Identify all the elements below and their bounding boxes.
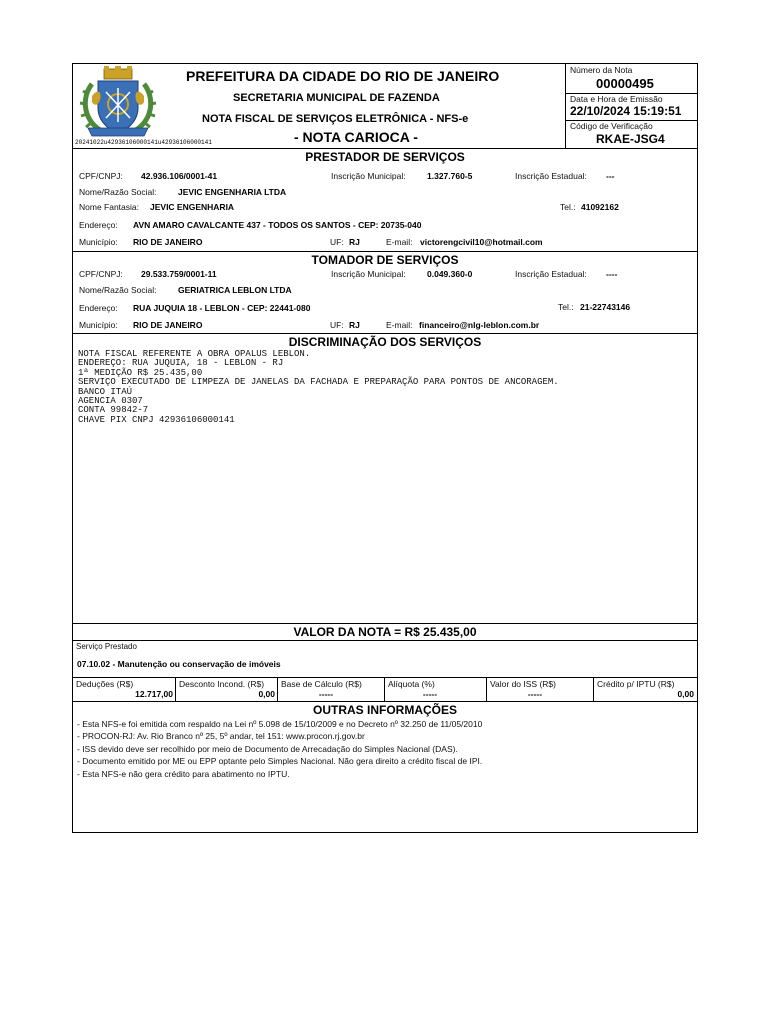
client-email: financeiro@nlg-leblon.com.br (419, 320, 540, 330)
provider-cnpj: 42.936.106/0001-41 (141, 171, 218, 181)
service-provided: 07.10.02 - Manutenção ou conservação de imóveis (77, 659, 281, 669)
description-line: AGENCIA 0307 (78, 396, 143, 407)
barcode-text: 20241022u42936106000141u42936106000141 (75, 139, 212, 146)
iss-value-label: Valor do ISS (R$) (490, 679, 556, 689)
deductions-label: Deduções (R$) (76, 679, 134, 689)
client-section-title: TOMADOR DE SERVIÇOS (311, 253, 459, 267)
client-name: GERIATRICA LEBLON LTDA (178, 285, 292, 295)
client-municipal-reg-label: Inscrição Municipal: (331, 269, 406, 279)
header-box-divider (565, 63, 566, 148)
provider-city-label: Município: (79, 237, 118, 247)
provider-section-title: PRESTADOR DE SERVIÇOS (305, 150, 465, 164)
description-line: 1ª MEDIÇÃO R$ 25.435,00 (78, 367, 203, 378)
verification-code: RKAE-JSG4 (596, 132, 665, 146)
note-number-label: Número da Nota (570, 65, 633, 75)
section-rule (72, 701, 698, 702)
iptu-credit-label: Crédito p/ IPTU (R$) (597, 679, 675, 689)
client-state-reg: ---- (606, 269, 618, 279)
iss-value: ----- (527, 689, 543, 699)
client-cnpj: 29.533.759/0001-11 (141, 269, 217, 279)
provider-phone-label: Tel.: (560, 202, 576, 212)
client-state-label: UF: (330, 320, 344, 330)
issue-date: 22/10/2024 15:19:51 (570, 104, 682, 118)
provider-municipal-reg: 1.327.760-5 (427, 171, 473, 181)
other-info-line: - Esta NFS-e foi emitida com respaldo na Lei nº 5.098 de 15/10/2009 e no Decreto nº 32.250 de 11/05/2010 (77, 719, 483, 729)
service-provided-label: Serviço Prestado (76, 642, 137, 651)
other-info-line: - Esta NFS-e não gera crédito para abatimento no IPTU. (77, 768, 290, 779)
discount: 0,00 (258, 689, 275, 699)
deductions: 12.717,00 (135, 689, 173, 699)
section-rule (72, 677, 698, 678)
other-info-line: - ISS devido deve ser recolhido por meio de Documento de Arrecadação do Simples Nacional (DAS). (77, 743, 458, 754)
secretariat-title: SECRETARIA MUNICIPAL DE FAZENDA (233, 92, 440, 104)
description-line: BANCO ITAÚ (78, 386, 133, 397)
document-type-title: NOTA FISCAL DE SERVIÇOS ELETRÔNICA - NFS-e (202, 113, 469, 125)
client-address-label: Endereço: (79, 303, 118, 313)
provider-state: RJ (349, 237, 360, 247)
client-address: RUA JUQUIA 18 - LEBLON - CEP: 22441-080 (133, 303, 311, 313)
rate: ----- (422, 689, 438, 699)
issue-date-label: Data e Hora de Emissão (570, 94, 663, 104)
column-divider (593, 677, 594, 701)
invoice-total: VALOR DA NOTA = R$ 25.435,00 (293, 625, 477, 639)
section-rule (72, 148, 698, 149)
services-description-title: DISCRIMINAÇÃO DOS SERVIÇOS (288, 335, 482, 349)
client-city-label: Município: (79, 320, 118, 330)
client-email-label: E-mail: (386, 320, 413, 330)
provider-state-label: UF: (330, 237, 344, 247)
provider-address: AVN AMARO CAVALCANTE 437 - TODOS OS SANTOS - CEP: 20735-040 (133, 220, 422, 230)
provider-trade-name: JEVIC ENGENHARIA (150, 202, 235, 212)
column-divider (277, 677, 278, 701)
section-rule (72, 623, 698, 624)
description-line: NOTA FISCAL REFERENTE A OBRA OPALUS LEBLON. (78, 349, 311, 359)
client-municipal-reg: 0.049.360-0 (427, 269, 473, 279)
provider-city: RIO DE JANEIRO (133, 237, 203, 247)
client-phone: 21-22743146 (580, 302, 631, 312)
column-divider (384, 677, 385, 701)
description-line: SERVIÇO EXECUTADO DE LIMPEZA DE JANELAS DA FACHADA E PREPARAÇÃO PARA PONTOS DE ANCORAGEM. (78, 377, 559, 388)
description-line: ENDEREÇO: RUA JUQUIA, 18 - LEBLON - RJ (78, 358, 284, 369)
provider-name: JEVIC ENGENHARIA LTDA (178, 187, 287, 197)
calc-base-label: Base de Cálculo (R$) (281, 679, 362, 689)
iptu-credit: 0,00 (677, 689, 694, 699)
client-cnpj-label: CPF/CNPJ: (79, 269, 123, 279)
other-info-title: OUTRAS INFORMAÇÕES (313, 703, 457, 717)
provider-address-label: Endereço: (79, 220, 118, 230)
other-info-line: - Documento emitido por ME ou EPP optante pelo Simples Nacional. Não gera direito a crédito fiscal de IPI. (77, 756, 483, 767)
rate-label: Alíquota (%) (388, 679, 435, 689)
client-city: RIO DE JANEIRO (133, 320, 203, 330)
client-name-label: Nome/Razão Social: (79, 285, 157, 295)
calc-base: ----- (318, 689, 334, 699)
provider-municipal-reg-label: Inscrição Municipal: (331, 171, 406, 181)
city-coat-of-arms-icon (78, 66, 158, 138)
verification-code-label: Código de Verificação (570, 121, 653, 131)
provider-email-label: E-mail: (386, 237, 413, 247)
section-rule (72, 251, 698, 252)
other-info-list (77, 718, 482, 780)
provider-state-reg-label: Inscrição Estadual: (515, 171, 587, 181)
note-number: 00000495 (596, 76, 654, 91)
provider-email: victorengcivil10@hotmail.com (420, 237, 543, 247)
services-description-text (78, 350, 559, 425)
nota-carioca-title: - NOTA CARIOCA - (294, 129, 418, 145)
column-divider (486, 677, 487, 701)
city-title: PREFEITURA DA CIDADE DO RIO DE JANEIRO (186, 68, 500, 84)
provider-name-label: Nome/Razão Social: (79, 187, 157, 197)
client-phone-label: Tel.: (558, 302, 574, 312)
provider-cnpj-label: CPF/CNPJ: (79, 171, 123, 181)
client-state-reg-label: Inscrição Estadual: (515, 269, 587, 279)
provider-phone: 41092162 (581, 202, 619, 212)
section-rule (72, 333, 698, 334)
provider-state-reg: --- (606, 171, 615, 181)
description-line: CONTA 99842-7 (78, 405, 149, 416)
column-divider (175, 677, 176, 701)
description-line: CHAVE PIX CNPJ 42936106000141 (78, 414, 235, 425)
other-info-line: - PROCON-RJ: Av. Rio Branco nº 25, 5º andar, tel 151: www.procon.rj.gov.br (77, 731, 365, 742)
provider-trade-name-label: Nome Fantasia: (79, 202, 139, 212)
discount-label: Desconto Incond. (R$) (179, 679, 265, 689)
client-state: RJ (349, 320, 360, 330)
section-rule (72, 640, 698, 641)
